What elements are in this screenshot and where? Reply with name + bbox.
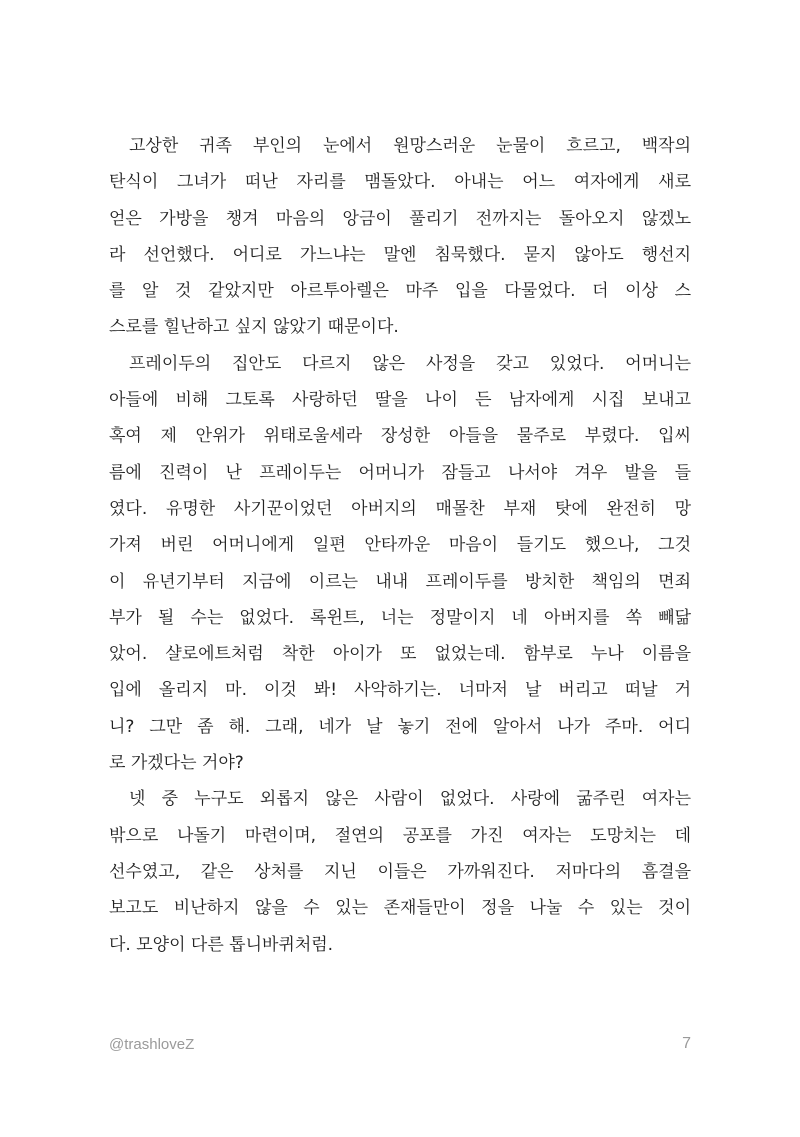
- text-line: 이 유년기부터 지금에 이르는 내내 프레이두를 방치한 책임의 면죄: [109, 571, 691, 592]
- text-line: 았어. 샬로에트처럼 착한 아이가 또 없었는데. 함부로 누나 이름을: [109, 644, 691, 665]
- text-line: 다. 모양이 다른 톱니바퀴처럼.: [109, 934, 334, 955]
- text-line: 름에 진력이 난 프레이두는 어머니가 잠들고 나서야 겨우 발을 들: [109, 462, 691, 483]
- text-line: 가져 버린 어머니에게 일편 안타까운 마음이 들기도 했으나, 그것: [109, 535, 691, 556]
- text-line: 얻은 가방을 챙겨 마음의 앙금이 풀리기 전까지는 돌아오지 않겠노: [109, 208, 691, 229]
- page-number: 7: [682, 1035, 691, 1052]
- text-line: 스로를 힐난하고 싶지 않았기 때문이다.: [109, 317, 399, 338]
- text-line: 아들에 비해 그토록 사랑하던 딸을 나이 든 남자에게 시집 보내고: [109, 390, 691, 411]
- text-line: 밖으로 나돌기 마련이며, 절연의 공포를 가진 여자는 도망치는 데: [109, 825, 691, 846]
- text-line: 혹여 제 안위가 위태로울세라 장성한 아들을 물주로 부렸다. 입씨: [109, 426, 691, 447]
- text-line: 였다. 유명한 사기꾼이었던 아버지의 매몰찬 부재 탓에 완전히 망: [109, 498, 691, 519]
- text-line: 라 선언했다. 어디로 가느냐는 말엔 침묵했다. 묻지 않아도 행선지: [109, 244, 691, 265]
- text-line: 프레이두의 집안도 다르지 않은 사정을 갖고 있었다. 어머니는: [129, 353, 691, 374]
- text-line: 를 알 것 같았지만 아르투아렐은 마주 입을 다물었다. 더 이상 스: [109, 281, 691, 302]
- page-body: [109, 128, 691, 963]
- text-line: 고상한 귀족 부인의 눈에서 원망스러운 눈물이 흐르고, 백작의: [129, 136, 691, 156]
- text-line: 넷 중 누구도 외롭지 않은 사람이 없었다. 사랑에 굶주린 여자는: [129, 789, 691, 810]
- text-line: 입에 올리지 마. 이것 봐! 사악하기는. 너마저 날 버리고 떠날 거: [109, 680, 691, 701]
- text-line: 선수였고, 같은 상처를 지닌 이들은 가까워진다. 저마다의 흠결을: [109, 861, 691, 882]
- text-line: 보고도 비난하지 않을 수 있는 존재들만이 정을 나눌 수 있는 것이: [109, 898, 691, 919]
- text-line: 부가 될 수는 없었다. 록윈트, 너는 정말이지 네 아버지를 쏙 빼닮: [109, 607, 691, 628]
- text-line: 니? 그만 좀 해. 그래, 네가 날 놓기 전에 알아서 나가 주마. 어디: [109, 716, 691, 737]
- text-line: 탄식이 그녀가 떠난 자리를 맴돌았다. 아내는 어느 여자에게 새로: [109, 172, 691, 193]
- text-line: 로 가겠다는 거야?: [109, 753, 244, 774]
- author-handle: @trashloveZ: [109, 1036, 195, 1053]
